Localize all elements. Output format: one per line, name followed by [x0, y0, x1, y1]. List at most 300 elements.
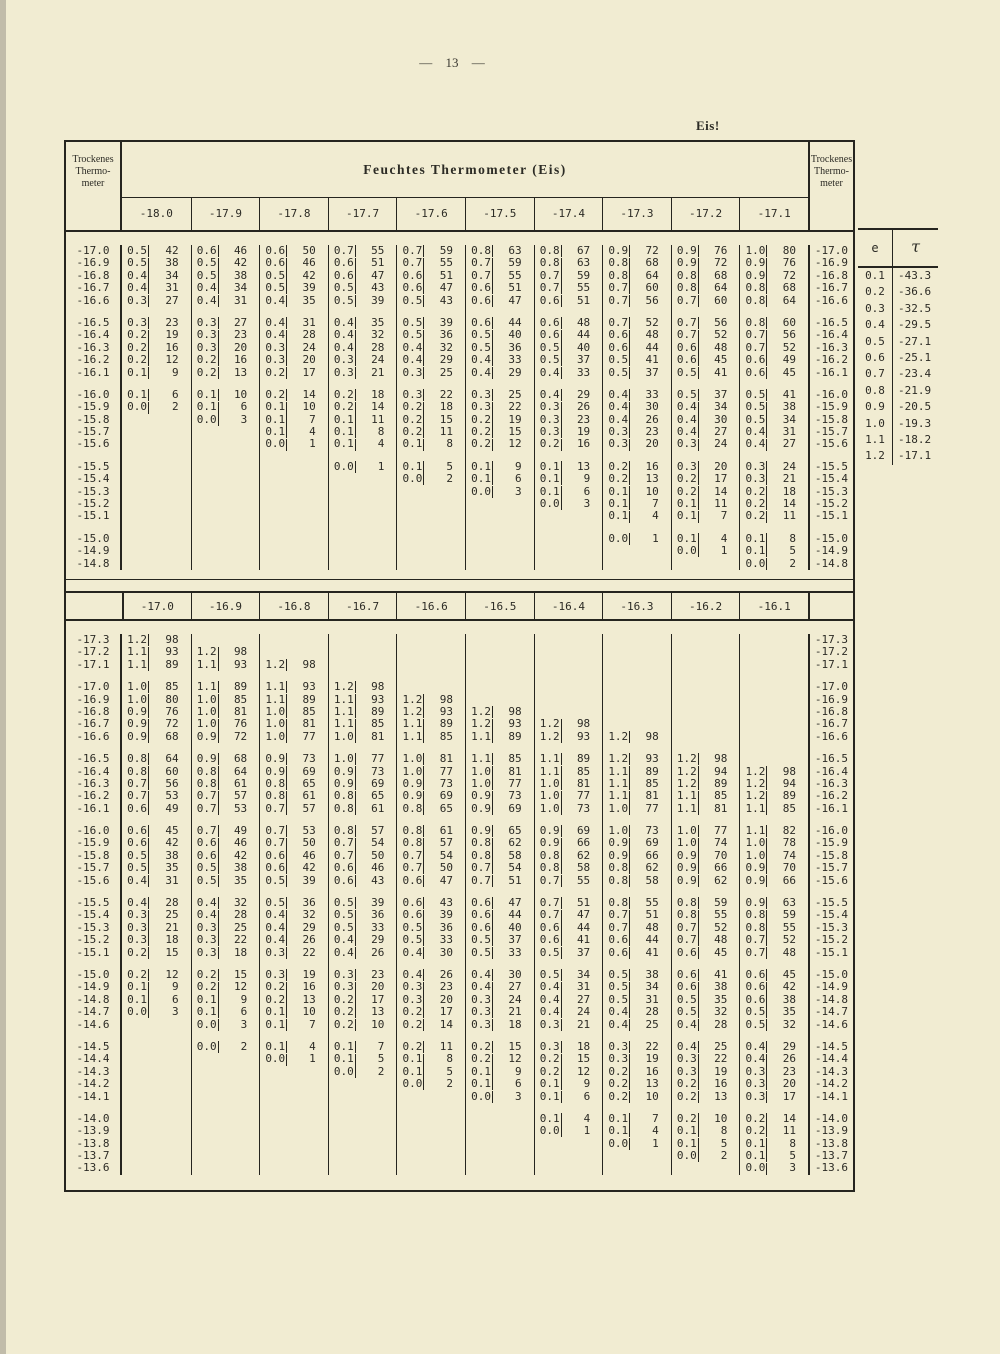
table-row — [66, 909, 853, 921]
table-row — [66, 922, 853, 934]
data-cell — [739, 329, 808, 341]
humidity-value: 3 — [240, 1017, 248, 1031]
data-cell — [602, 753, 671, 765]
vapor-pressure-value: 0.2 — [127, 340, 147, 354]
humidity-value: 25 — [508, 387, 522, 401]
empty-cell — [465, 533, 534, 545]
humidity-value: 60 — [714, 293, 728, 307]
empty-cell — [671, 659, 740, 671]
vapor-pressure-value: 0.4 — [608, 1017, 629, 1031]
data-cell — [259, 329, 328, 341]
vapor-pressure-value: 0.1 — [471, 459, 491, 473]
vapor-pressure-value: 0.7 — [676, 920, 697, 934]
humidity-value: 77 — [508, 776, 522, 790]
vapor-pressure-value: 0.6 — [676, 967, 697, 981]
dry-temp-label: -14.7 — [66, 1006, 122, 1018]
data-cell — [191, 354, 260, 366]
data-cell — [396, 875, 465, 887]
empty-cell — [396, 498, 465, 510]
vapor-pressure-value: 0.5 — [471, 933, 491, 947]
humidity-value: 15 — [233, 967, 248, 981]
humidity-value: 69 — [371, 776, 385, 790]
humidity-value: 26 — [645, 412, 659, 426]
humidity-value: 72 — [645, 244, 659, 257]
vapor-pressure-value: 0.5 — [196, 256, 217, 270]
table-row — [66, 1078, 853, 1090]
vapor-pressure-value: 0.0 — [539, 1124, 560, 1138]
gap-cell — [191, 523, 260, 533]
humidity-value: 63 — [576, 256, 591, 270]
humidity-value: 21 — [371, 365, 385, 379]
humidity-value: 72 — [714, 256, 728, 270]
data-cell — [534, 354, 603, 366]
table-row — [66, 766, 853, 778]
humidity-value: 31 — [233, 293, 248, 307]
vapor-pressure-value: 0.1 — [539, 484, 560, 498]
vapor-pressure-value: 0.3 — [745, 1089, 766, 1103]
vapor-pressure-value: 0.0 — [196, 1039, 217, 1053]
humidity-value: 33 — [645, 387, 659, 401]
dry-temp-label: -15.2 — [808, 934, 853, 946]
vapor-pressure-value: 0.3 — [608, 1052, 629, 1066]
humidity-value: 66 — [576, 836, 591, 850]
vapor-pressure-value: 0.2 — [676, 484, 697, 498]
data-cell — [534, 1078, 603, 1090]
vapor-pressure-value: 0.8 — [608, 873, 629, 887]
humidity-value: 24 — [302, 340, 316, 354]
humidity-value: 50 — [302, 244, 316, 257]
tau-value: -29.5 — [892, 317, 938, 333]
vapor-pressure-value: 0.8 — [196, 764, 217, 778]
vapor-pressure-value: 0.1 — [196, 1005, 217, 1019]
group-gap-row — [66, 379, 853, 389]
vapor-pressure-value: 0.1 — [471, 1077, 491, 1091]
vapor-pressure-value: 0.5 — [196, 873, 217, 887]
data-cell — [739, 354, 808, 366]
data-cell — [191, 282, 260, 294]
vapor-pressure-value: 0.3 — [333, 980, 354, 994]
data-cell — [465, 1053, 534, 1065]
header-gutter-right — [808, 593, 853, 620]
vapor-pressure-value: 1.0 — [333, 729, 354, 743]
vapor-pressure-value: 0.6 — [471, 281, 491, 295]
data-cell — [396, 367, 465, 379]
empty-cell — [534, 681, 603, 693]
vapor-pressure-value: 0.2 — [196, 980, 217, 994]
humidity-value: 94 — [714, 764, 728, 778]
humidity-value: 68 — [645, 256, 659, 270]
dry-temp-label: -15.8 — [66, 414, 122, 426]
data-cell — [465, 282, 534, 294]
vapor-pressure-value: 0.5 — [745, 1005, 766, 1019]
dry-temp-label: -16.0 — [808, 389, 853, 401]
data-cell — [191, 981, 260, 993]
humidity-value: 32 — [439, 340, 453, 354]
vapor-pressure-value: 0.5 — [539, 967, 560, 981]
dry-temp-label: -15.6 — [66, 875, 122, 887]
vapor-pressure-value: 0.9 — [676, 873, 697, 887]
data-cell — [739, 1019, 808, 1031]
vapor-pressure-value: 1.1 — [196, 680, 217, 694]
vapor-pressure-value: 0.4 — [608, 387, 629, 401]
data-cell — [465, 367, 534, 379]
vapor-pressure-value: 0.5 — [676, 1005, 697, 1019]
vapor-pressure-value: 0.8 — [265, 789, 286, 803]
dry-temp-label: -14.4 — [808, 1053, 853, 1065]
vapor-pressure-value: 0.1 — [196, 400, 217, 414]
data-cell — [259, 981, 328, 993]
humidity-value: 18 — [508, 1017, 522, 1031]
data-cell — [739, 257, 808, 269]
data-cell — [465, 981, 534, 993]
humidity-value: 64 — [782, 293, 796, 307]
vapor-pressure-value: 0.0 — [745, 1161, 766, 1175]
vapor-pressure-value: 0.3 — [676, 1052, 697, 1066]
humidity-value: 41 — [714, 967, 728, 981]
empty-cell — [396, 1091, 465, 1103]
humidity-value: 44 — [576, 920, 591, 934]
empty-cell — [602, 545, 671, 557]
empty-cell — [122, 426, 191, 438]
vapor-pressure-value: 0.2 — [402, 412, 423, 426]
humidity-value: 55 — [645, 896, 659, 910]
table-row — [66, 486, 853, 498]
humidity-value: 72 — [233, 729, 248, 743]
humidity-value: 12 — [508, 437, 522, 451]
dry-temp-label: -13.7 — [808, 1150, 853, 1162]
gap-cell — [465, 671, 534, 681]
data-cell — [191, 947, 260, 959]
vapor-pressure-value: 0.1 — [333, 437, 354, 451]
vapor-pressure-value: 0.1 — [402, 1064, 423, 1078]
e-value: 0.1 — [865, 269, 885, 282]
humidity-value: 68 — [782, 281, 796, 295]
humidity-value: 16 — [645, 1064, 659, 1078]
vapor-pressure-value: 0.4 — [265, 908, 286, 922]
data-cell — [396, 909, 465, 921]
vapor-pressure-value: 0.8 — [608, 861, 629, 875]
vapor-pressure-value: 0.1 — [608, 484, 629, 498]
empty-cell — [396, 634, 465, 646]
gap-cell — [739, 671, 808, 681]
humidity-value: 1 — [583, 1124, 591, 1138]
data-cell — [396, 1006, 465, 1018]
vapor-pressure-value: 0.6 — [539, 293, 560, 307]
vapor-pressure-value: 0.1 — [333, 1039, 354, 1053]
empty-cell — [739, 646, 808, 658]
dry-temp-label: -16.4 — [808, 766, 853, 778]
dry-temp-label: -15.8 — [808, 414, 853, 426]
vapor-pressure-value: 0.9 — [471, 801, 491, 815]
humidity-value: 51 — [439, 268, 453, 282]
humidity-value: 11 — [439, 1039, 453, 1053]
vapor-pressure-value: 0.2 — [539, 437, 560, 451]
humidity-value: 17 — [439, 1005, 453, 1019]
humidity-value: 89 — [371, 704, 385, 718]
vapor-pressure-value: 0.7 — [539, 908, 560, 922]
table-row — [66, 1162, 853, 1174]
humidity-value: 54 — [508, 861, 522, 875]
vapor-pressure-value: 0.7 — [196, 801, 217, 815]
e-tau-row — [858, 416, 938, 432]
humidity-value: 81 — [645, 789, 659, 803]
data-cell — [259, 875, 328, 887]
data-cell — [191, 414, 260, 426]
vapor-pressure-value: 0.7 — [676, 933, 697, 947]
humidity-value: 53 — [165, 789, 179, 803]
data-cell — [602, 1138, 671, 1150]
data-cell — [534, 1091, 603, 1103]
gap-cell — [534, 523, 603, 533]
humidity-value: 39 — [439, 908, 453, 922]
data-cell — [602, 1053, 671, 1065]
table-row — [66, 473, 853, 485]
empty-cell — [328, 1125, 397, 1137]
humidity-value: 10 — [302, 400, 316, 414]
humidity-value: 31 — [302, 315, 316, 329]
dry-temp-label: -16.5 — [66, 753, 122, 765]
data-cell — [534, 401, 603, 413]
humidity-value: 38 — [233, 861, 248, 875]
vapor-pressure-value: 0.8 — [539, 861, 560, 875]
header-line: Trockenes — [72, 154, 114, 165]
vapor-pressure-value: 0.1 — [127, 365, 147, 379]
dry-temp-label: -15.9 — [66, 401, 122, 413]
empty-cell — [259, 558, 328, 570]
humidity-value: 33 — [576, 365, 591, 379]
humidity-value: 26 — [371, 945, 385, 959]
dry-temp-label: -16.4 — [808, 329, 853, 341]
gap-cell — [259, 523, 328, 533]
vapor-pressure-value: 0.1 — [471, 472, 491, 486]
vapor-pressure-value: 0.8 — [196, 776, 217, 790]
vapor-pressure-value: 0.4 — [539, 1005, 560, 1019]
data-cell — [465, 731, 534, 743]
data-cell — [602, 473, 671, 485]
humidity-value: 43 — [439, 896, 453, 910]
empty-cell — [122, 461, 191, 473]
vapor-pressure-value: 0.4 — [745, 1052, 766, 1066]
vapor-pressure-value: 0.5 — [471, 945, 491, 959]
vapor-pressure-value: 0.3 — [676, 1064, 697, 1078]
humidity-value: 59 — [714, 896, 728, 910]
vapor-pressure-value: 0.3 — [196, 933, 217, 947]
dry-temp-label: -16.1 — [66, 367, 122, 379]
humidity-value: 77 — [714, 824, 728, 838]
vapor-pressure-value: 0.7 — [333, 244, 354, 257]
data-cell — [602, 1019, 671, 1031]
humidity-value: 98 — [233, 645, 248, 659]
data-cell — [396, 1078, 465, 1090]
humidity-value: 3 — [583, 497, 591, 511]
humidity-value: 50 — [439, 861, 453, 875]
humidity-value: 35 — [165, 861, 179, 875]
humidity-value: 60 — [645, 281, 659, 295]
vapor-pressure-value: 0.2 — [127, 967, 147, 981]
vapor-pressure-value: 0.7 — [539, 896, 560, 910]
humidity-value: 55 — [508, 268, 522, 282]
dry-temp-label: -16.9 — [808, 694, 853, 706]
humidity-value: 1 — [309, 1052, 316, 1066]
humidity-value: 10 — [645, 484, 659, 498]
data-cell — [259, 295, 328, 307]
vapor-pressure-value: 0.6 — [676, 980, 697, 994]
dry-temp-label: -17.0 — [808, 245, 853, 257]
vapor-pressure-value: 0.3 — [333, 365, 354, 379]
humidity-value: 16 — [165, 340, 179, 354]
vapor-pressure-value: 0.5 — [745, 387, 766, 401]
e-value: 0.8 — [865, 383, 885, 397]
data-cell — [465, 257, 534, 269]
humidity-value: 30 — [714, 412, 728, 426]
vapor-pressure-value: 0.4 — [539, 365, 560, 379]
humidity-value: 53 — [233, 801, 248, 815]
humidity-value: 38 — [782, 400, 796, 414]
e-value: 0.2 — [865, 285, 885, 299]
column-header: -17.6 — [396, 198, 465, 230]
table-row — [66, 367, 853, 379]
dry-temp-label: -16.6 — [66, 295, 122, 307]
empty-cell — [191, 1150, 260, 1162]
empty-cell — [465, 1125, 534, 1137]
humidity-value: 80 — [782, 244, 796, 257]
humidity-value: 33 — [439, 933, 453, 947]
humidity-value: 9 — [240, 992, 248, 1006]
empty-cell — [671, 1162, 740, 1174]
vapor-pressure-value: 0.9 — [471, 789, 491, 803]
vapor-pressure-value: 0.6 — [127, 836, 147, 850]
empty-cell — [328, 510, 397, 522]
table-row — [66, 850, 853, 862]
vapor-pressure-value: 0.7 — [608, 281, 629, 295]
vapor-pressure-value: 0.5 — [196, 268, 217, 282]
empty-cell — [396, 1138, 465, 1150]
vapor-pressure-value: 0.8 — [745, 281, 766, 295]
humidity-value: 51 — [508, 873, 522, 887]
humidity-value: 98 — [576, 717, 591, 731]
data-cell — [671, 295, 740, 307]
data-cell — [259, 282, 328, 294]
humidity-value: 31 — [165, 873, 179, 887]
vapor-pressure-value: 0.2 — [608, 1089, 629, 1103]
vapor-pressure-value: 0.1 — [471, 1064, 491, 1078]
humidity-value: 74 — [782, 848, 796, 862]
vapor-pressure-value: 1.0 — [471, 764, 491, 778]
dry-temp-label: -13.9 — [808, 1125, 853, 1137]
data-cell — [396, 401, 465, 413]
humidity-value: 3 — [514, 484, 522, 498]
humidity-value: 16 — [645, 459, 659, 473]
table-row — [66, 969, 853, 981]
humidity-value: 5 — [446, 1064, 453, 1078]
data-cell — [739, 545, 808, 557]
humidity-value: 34 — [645, 980, 659, 994]
empty-cell — [602, 646, 671, 658]
empty-cell — [465, 558, 534, 570]
vapor-pressure-value: 0.7 — [265, 801, 286, 815]
humidity-value: 30 — [439, 945, 453, 959]
humidity-value: 27 — [782, 437, 796, 451]
vapor-pressure-value: 1.0 — [745, 836, 766, 850]
vapor-pressure-value: 0.1 — [608, 1124, 629, 1138]
empty-cell — [465, 1138, 534, 1150]
vapor-pressure-value: 0.9 — [127, 704, 147, 718]
humidity-value: 37 — [508, 933, 522, 947]
humidity-value: 52 — [714, 328, 728, 342]
data-cell — [122, 329, 191, 341]
gap-cell — [602, 671, 671, 681]
data-cell — [122, 947, 191, 959]
data-cell — [259, 1053, 328, 1065]
vapor-pressure-value: 0.6 — [745, 365, 766, 379]
vapor-pressure-value: 0.7 — [402, 244, 423, 257]
dry-temp-label: -14.3 — [66, 1066, 122, 1078]
data-cell — [191, 718, 260, 730]
empty-cell — [602, 1150, 671, 1162]
vapor-pressure-value: 1.0 — [265, 704, 286, 718]
vapor-pressure-value: 0.8 — [608, 268, 629, 282]
humidity-value: 35 — [302, 293, 316, 307]
vapor-pressure-value: 0.8 — [676, 896, 697, 910]
humidity-value: 70 — [782, 861, 796, 875]
vapor-pressure-value: 0.8 — [471, 848, 491, 862]
dry-temp-label: -13.6 — [66, 1162, 122, 1174]
data-cell — [328, 790, 397, 802]
data-cell — [465, 1091, 534, 1103]
humidity-value: 9 — [171, 365, 179, 379]
table-row — [66, 897, 853, 909]
vapor-pressure-value: 1.2 — [745, 776, 766, 790]
humidity-value: 77 — [576, 789, 591, 803]
vapor-pressure-value: 0.5 — [265, 896, 286, 910]
data-cell — [739, 837, 808, 849]
humidity-value: 13 — [645, 1077, 659, 1091]
vapor-pressure-value: 0.2 — [745, 497, 766, 511]
empty-cell — [602, 706, 671, 718]
vapor-pressure-value: 0.1 — [608, 497, 629, 511]
humidity-value: 56 — [165, 776, 179, 790]
vapor-pressure-value: 0.3 — [196, 328, 217, 342]
empty-cell — [122, 498, 191, 510]
vapor-pressure-value: 1.0 — [608, 801, 629, 815]
header-line: Thermo- — [813, 166, 849, 177]
dry-temp-label: -16.4 — [66, 766, 122, 778]
e-value: 0.5 — [865, 334, 885, 348]
humidity-value: 7 — [377, 1039, 385, 1053]
data-cell — [534, 1006, 603, 1018]
vapor-pressure-value: 1.1 — [676, 789, 697, 803]
table-row — [66, 718, 853, 730]
data-cell — [534, 473, 603, 485]
gap-cell — [191, 1103, 260, 1113]
humidity-value: 52 — [782, 933, 796, 947]
column-header: -17.7 — [328, 198, 397, 230]
data-cell — [191, 803, 260, 815]
humidity-value: 3 — [514, 1089, 522, 1103]
data-cell — [534, 731, 603, 743]
humidity-value: 73 — [439, 776, 453, 790]
vapor-pressure-value: 0.4 — [333, 945, 354, 959]
empty-cell — [465, 681, 534, 693]
data-cell — [122, 646, 191, 658]
empty-cell — [191, 1066, 260, 1078]
vapor-pressure-value: 0.3 — [127, 933, 147, 947]
data-cell — [396, 837, 465, 849]
dry-temp-label: -17.0 — [808, 681, 853, 693]
table-row — [66, 778, 853, 790]
humidity-value: 69 — [576, 824, 591, 838]
vapor-pressure-value: 0.3 — [196, 315, 217, 329]
